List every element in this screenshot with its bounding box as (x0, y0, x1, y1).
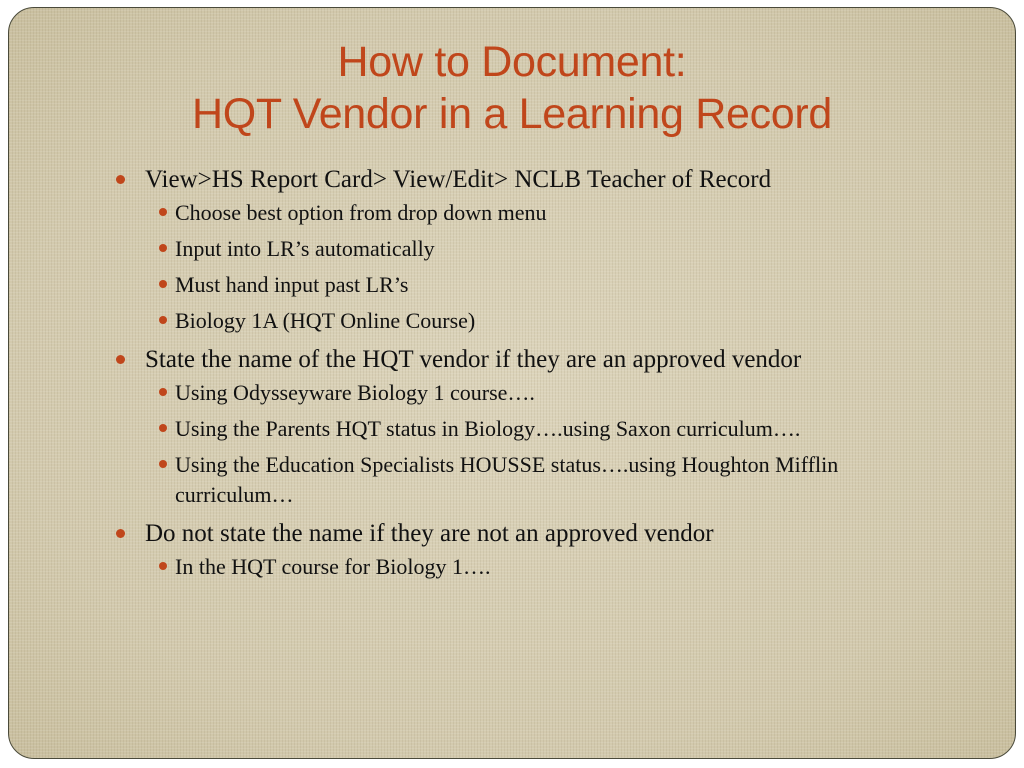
bullet-dot-icon (116, 355, 125, 364)
sub-bullet-text: Must hand input past LR’s (175, 272, 409, 297)
bullet-text: View>HS Report Card> View/Edit> NCLB Teacher of Record (145, 166, 772, 193)
sub-bullet-item (113, 306, 875, 336)
sub-bullet-list (113, 552, 973, 582)
sub-bullet-text: Choose best option from drop down menu (175, 200, 547, 225)
sub-bullet-text: Using Odysseyware Biology 1 course…. (175, 380, 535, 405)
slide-title-line-2: HQT Vendor in a Learning Record (191, 90, 833, 138)
bullet-dot-icon (159, 460, 167, 468)
slide-title-line-1: How to Document: (337, 38, 687, 86)
sub-bullet-list (113, 378, 973, 510)
slide-title (9, 36, 1015, 140)
bullet-text: State the name of the HQT vendor if they are an approved vendor (145, 346, 802, 373)
sub-bullet-item (113, 234, 875, 264)
sub-bullet-item (113, 552, 875, 582)
sub-bullet-text: Using the Education Specialists HOUSSE status….using Houghton Mifflin curriculum… (175, 452, 839, 507)
sub-bullet-item (113, 450, 875, 510)
bullet-dot-icon (116, 529, 125, 538)
bullet-dot-icon (159, 388, 167, 396)
bullet-dot-icon (159, 316, 167, 324)
sub-bullet-text: Input into LR’s automatically (175, 236, 435, 261)
bullet-list (113, 164, 973, 590)
slide (8, 7, 1016, 759)
bullet-item (113, 344, 973, 376)
bullet-dot-icon (159, 208, 167, 216)
sub-bullet-item (113, 198, 875, 228)
bullet-dot-icon (159, 244, 167, 252)
sub-bullet-text: Using the Parents HQT status in Biology….using Saxon curriculum…. (175, 416, 801, 441)
sub-bullet-text: Biology 1A (HQT Online Course) (175, 308, 476, 333)
sub-bullet-text: In the HQT course for Biology 1…. (175, 554, 491, 579)
bullet-dot-icon (159, 562, 167, 570)
sub-bullet-list (113, 198, 973, 336)
bullet-item (113, 518, 973, 550)
bullet-dot-icon (116, 175, 125, 184)
sub-bullet-item (113, 270, 875, 300)
sub-bullet-item (113, 378, 875, 408)
bullet-dot-icon (159, 280, 167, 288)
sub-bullet-item (113, 414, 875, 444)
bullet-text: Do not state the name if they are not an approved vendor (145, 520, 714, 547)
bullet-item (113, 164, 973, 196)
bullet-dot-icon (159, 424, 167, 432)
